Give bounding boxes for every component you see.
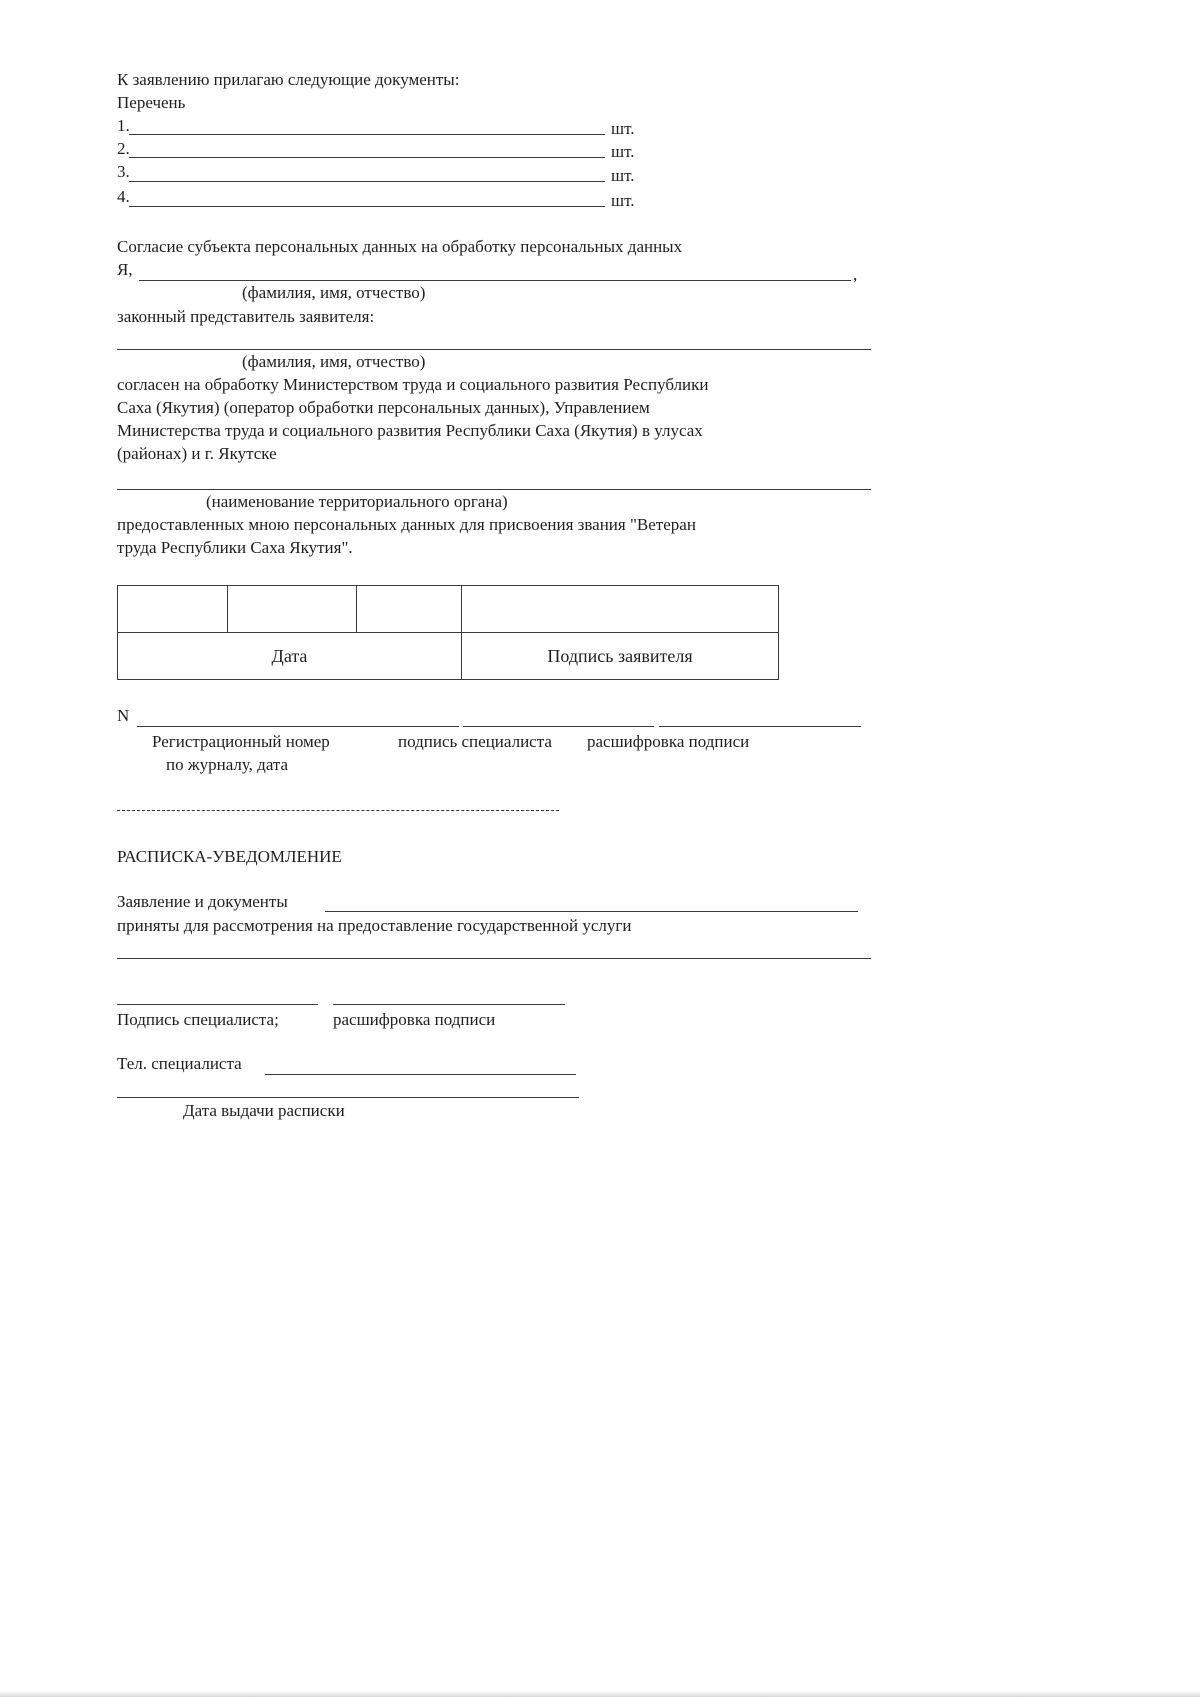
consent-purpose-line: предоставленных мною персональных данных для присвоения звания "Ветеран xyxy=(117,515,696,534)
specialist-phone-label: Тел. специалиста xyxy=(117,1054,242,1073)
registration-number-hint: Регистрационный номер xyxy=(152,732,330,751)
receipt-service-line[interactable] xyxy=(117,958,871,959)
receipt-specialist-signature-line[interactable] xyxy=(117,1004,318,1005)
applicant-name-line[interactable] xyxy=(139,280,851,281)
signature-decode-line[interactable] xyxy=(659,726,861,727)
attachments-list-title: Перечень xyxy=(117,93,186,112)
receipt-specialist-signature-label: Подпись специалиста; xyxy=(117,1010,279,1029)
consent-body-line: Министерства труда и социального развития Республики Саха (Якутия) в улусах xyxy=(117,421,703,440)
receipt-docs-line[interactable] xyxy=(325,911,858,912)
attachment-unit: шт. xyxy=(611,119,635,138)
applicant-signature-cell[interactable] xyxy=(462,586,779,633)
territorial-body-line[interactable] xyxy=(117,489,871,490)
attachment-number: 1. xyxy=(117,116,130,135)
attachment-number: 3. xyxy=(117,162,130,181)
consent-comma: , xyxy=(853,265,858,284)
issue-date-label: Дата выдачи расписки xyxy=(183,1101,345,1120)
attachments-intro: К заявлению прилагаю следующие документы: xyxy=(117,70,460,89)
registration-number-line[interactable] xyxy=(137,726,459,727)
receipt-signature-decode-label: расшифровка подписи xyxy=(333,1010,496,1029)
signature-decode-hint: расшифровка подписи xyxy=(587,732,750,751)
territorial-body-hint: (наименование территориального органа) xyxy=(206,492,508,511)
consent-purpose-line: труда Республики Саха Якутия". xyxy=(117,538,353,557)
attachment-blank-line[interactable] xyxy=(129,157,605,158)
specialist-signature-line[interactable] xyxy=(463,726,654,727)
fio-hint: (фамилия, имя, отчество) xyxy=(242,283,426,302)
registration-n-label: N xyxy=(117,706,130,725)
receipt-title: РАСПИСКА-УВЕДОМЛЕНИЕ xyxy=(117,847,342,866)
attachment-blank-line[interactable] xyxy=(129,206,605,207)
consent-i-label: Я, xyxy=(117,260,133,279)
date-day-cell[interactable] xyxy=(118,586,228,633)
issue-date-line[interactable] xyxy=(117,1097,579,1098)
registration-date-hint: по журналу, дата xyxy=(166,755,289,774)
receipt-accepted-text: приняты для рассмотрения на предоставление государственной услуги xyxy=(117,916,632,935)
attachment-unit: шт. xyxy=(611,191,635,210)
receipt-docs-label: Заявление и документы xyxy=(117,892,288,911)
attachment-unit: шт. xyxy=(611,142,635,161)
consent-title: Согласие субъекта персональных данных на обработку персональных данных xyxy=(117,237,683,256)
attachment-blank-line[interactable] xyxy=(129,181,605,182)
consent-body-line: (районах) и г. Якутске xyxy=(117,444,277,463)
attachment-blank-line[interactable] xyxy=(129,134,605,135)
specialist-signature-hint: подпись специалиста xyxy=(398,732,552,751)
cut-line xyxy=(117,810,559,811)
specialist-phone-line[interactable] xyxy=(265,1074,576,1075)
attachment-unit: шт. xyxy=(611,166,635,185)
signature-label: Подпись заявителя xyxy=(462,633,779,680)
page-edge-shadow xyxy=(0,1691,1200,1697)
date-signature-table xyxy=(117,585,779,680)
attachment-number: 2. xyxy=(117,139,130,158)
representative-name-line[interactable] xyxy=(117,349,871,350)
date-label: Дата xyxy=(118,633,462,680)
date-month-cell[interactable] xyxy=(228,586,357,633)
consent-body-line: Саха (Якутия) (оператор обработки персональных данных), Управлением xyxy=(117,398,650,417)
attachment-number: 4. xyxy=(117,187,130,206)
receipt-signature-decode-line[interactable] xyxy=(333,1004,565,1005)
fio-hint: (фамилия, имя, отчество) xyxy=(242,352,426,371)
date-year-cell[interactable] xyxy=(357,586,462,633)
legal-representative-label: законный представитель заявителя: xyxy=(117,307,375,326)
consent-body-line: согласен на обработку Министерством труда и социального развития Республики xyxy=(117,375,709,394)
